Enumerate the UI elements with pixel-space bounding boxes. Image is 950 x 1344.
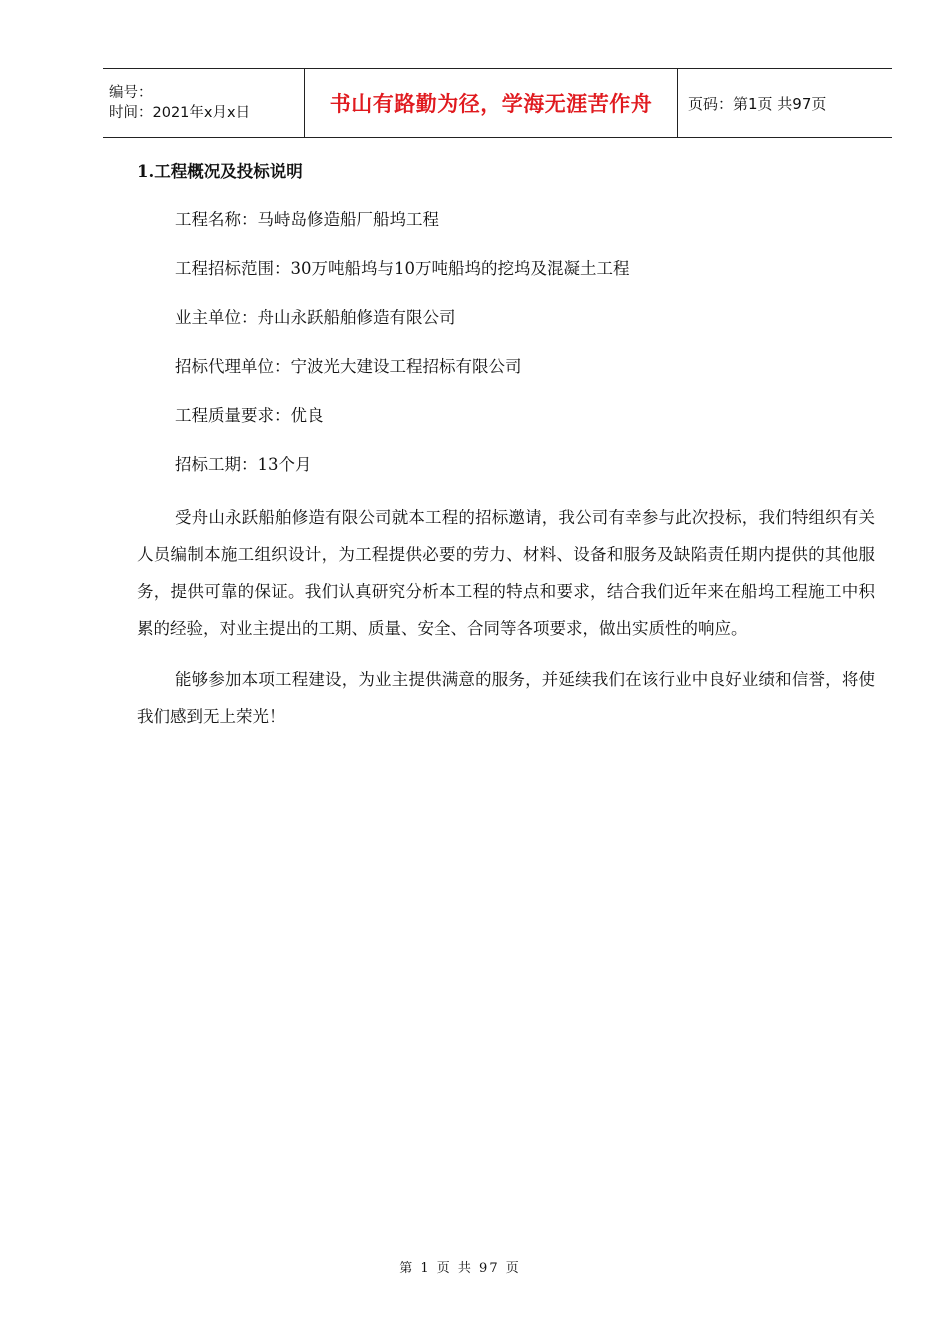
document-body bbox=[137, 157, 875, 749]
document-number-label: 编号： bbox=[109, 85, 153, 101]
document-time-label: 时间：2021年x月x日 bbox=[109, 105, 251, 121]
item-bid-scope: 工程招标范围：30万吨船坞与10万吨船坞的挖坞及混凝土工程 bbox=[175, 259, 630, 278]
item-duration: 招标工期：13个月 bbox=[175, 455, 312, 474]
page-info-text: 页码：第1页 共97页 bbox=[688, 94, 827, 113]
motto-text: 书山有路勤为径，学海无涯苦作舟 bbox=[329, 92, 653, 116]
page-footer bbox=[0, 1257, 950, 1276]
paragraph-invitation: 受舟山永跃船舶修造有限公司就本工程的招标邀请，我公司有幸参与此次投标，我们特组织有关人员编制本施工组织设计，为工程提供必要的劳力、材料、设备和服务及缺陷责任期内提供的其他服务，提供可靠的保证。我们认真研究分析本工程的特点和要求，结合我们近年来在船坞工程施工中积累的经验，对业主提出的工期、质量、安全、合同等各项要求，做出实质性的响应。 bbox=[137, 508, 875, 638]
item-owner: 业主单位：舟山永跃船舶修造有限公司 bbox=[175, 308, 456, 327]
footer-page-number: 第 1 页 共 97 页 bbox=[399, 1261, 521, 1276]
header-meta bbox=[103, 69, 304, 137]
item-quality: 工程质量要求：优良 bbox=[175, 406, 324, 425]
header-page-info bbox=[678, 69, 892, 137]
paragraph-closing: 能够参加本项工程建设，为业主提供满意的服务，并延续我们在该行业中良好业绩和信誉，将使我们感到无上荣光！ bbox=[137, 670, 875, 726]
section-heading: 1.工程概况及投标说明 bbox=[137, 162, 303, 181]
page-header bbox=[103, 68, 892, 138]
item-project-name: 工程名称：马峙岛修造船厂船坞工程 bbox=[175, 210, 439, 229]
item-bid-agent: 招标代理单位：宁波光大建设工程招标有限公司 bbox=[175, 357, 522, 376]
header-motto bbox=[304, 69, 678, 137]
